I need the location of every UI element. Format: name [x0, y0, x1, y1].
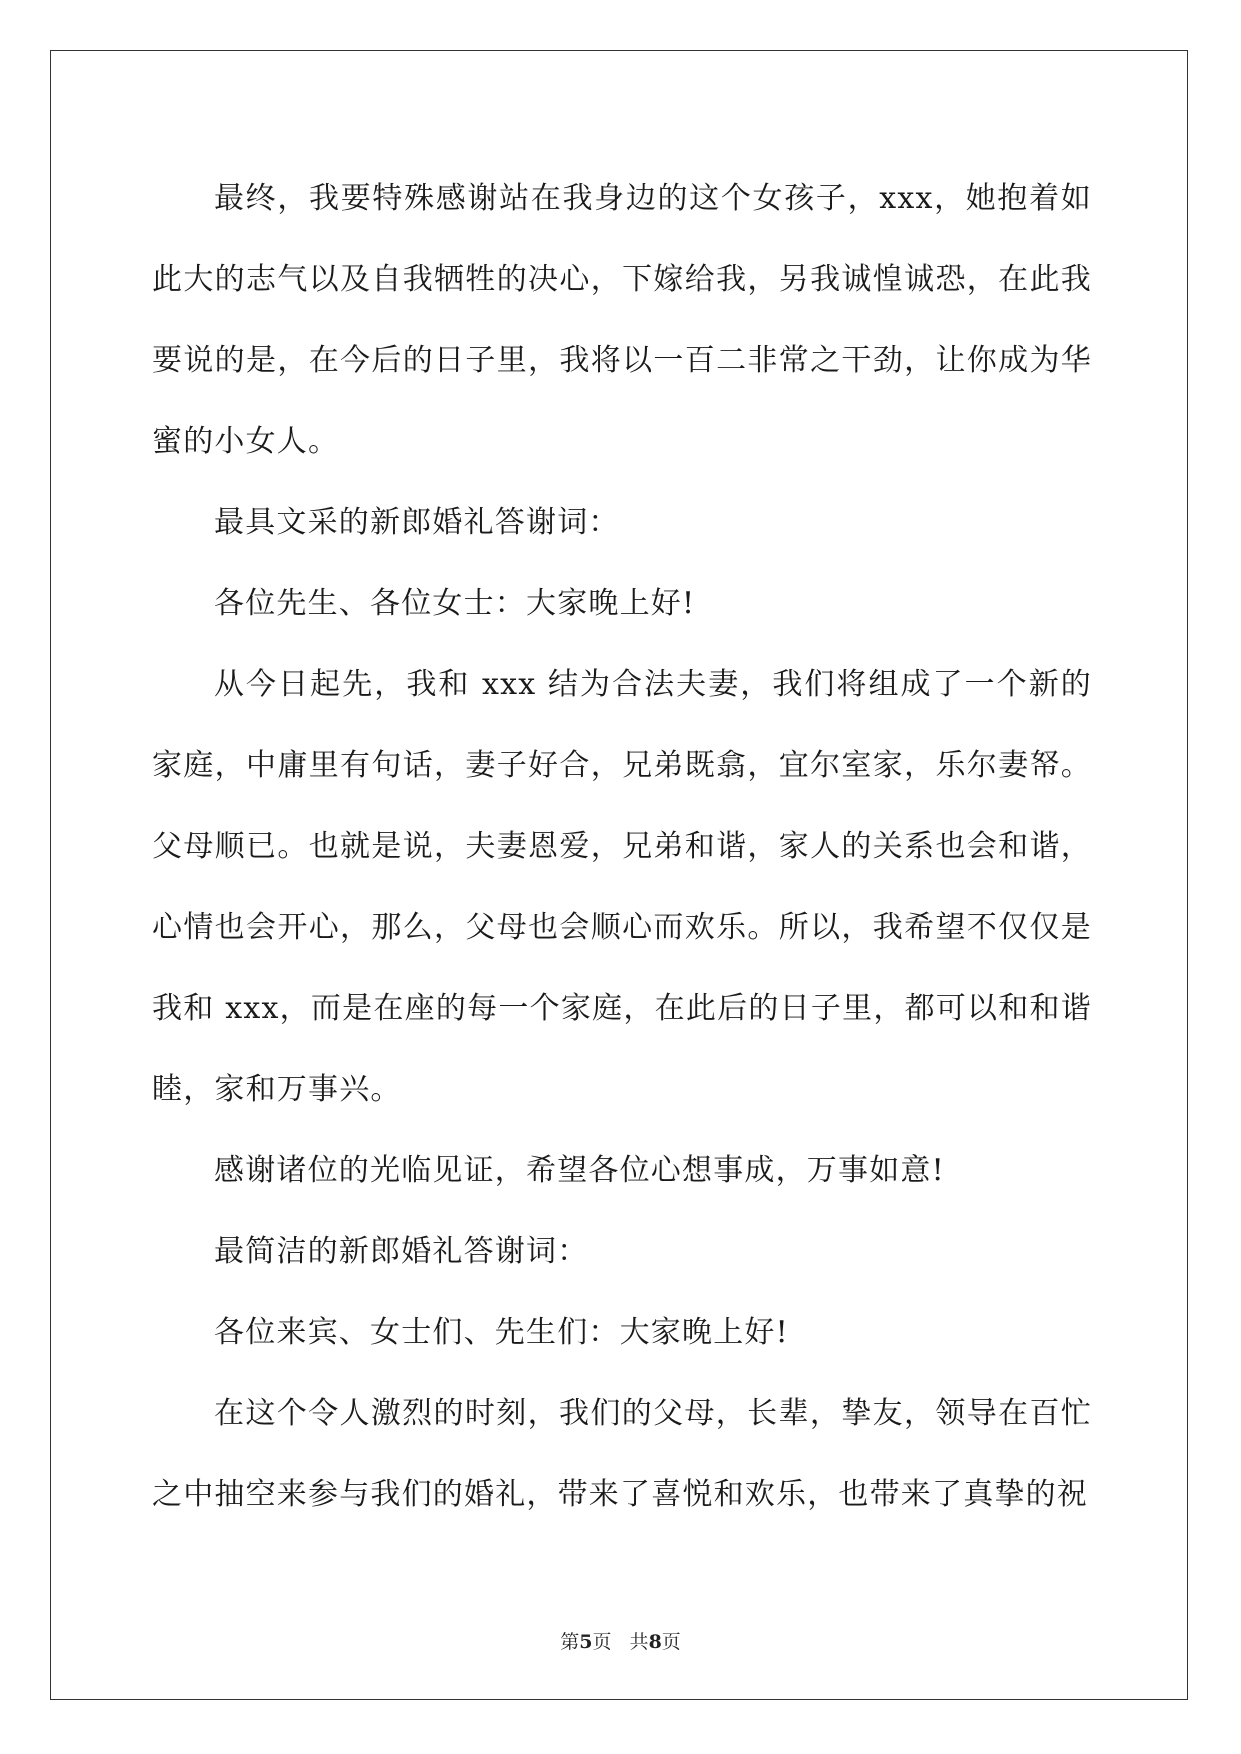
footer-prefix: 第 [560, 1631, 580, 1653]
section-heading-literary-speech: 最具文采的新郎婚礼答谢词： [214, 505, 620, 540]
greeting-simple-speech: 各位来宾、女士们、先生们：大家晚上好! [214, 1315, 789, 1350]
footer-suffix: 页 [661, 1631, 681, 1653]
paragraph-closing-thanks: 最终，我要特殊感谢站在我身边的这个女孩子，xxx，她抱着如此大的志气以及自我牺牲的决心，下嫁给我，另我诚惶诚恐，在此我要说的是，在今后的日子里，我将以一百二非常之干劲，让你成为华蜜的小女人。 [152, 181, 1092, 459]
section-heading-simple-speech: 最简洁的新郎婚礼答谢词： [214, 1234, 589, 1269]
paragraph-literary-speech-closing: 感谢诸位的光临见证，希望各位心想事成，万事如意! [214, 1153, 945, 1188]
document-body [152, 158, 1092, 1535]
paragraph-literary-speech-body: 从今日起先，我和 xxx 结为合法夫妻，我们将组成了一个新的家庭，中庸里有句话，妻子好合，兄弟既翕，宜尔室家，乐尔妻帑。父母顺已。也就是说，夫妻恩爱，兄弟和谐，家人的关系也会和谐，心情也会开心，那么，父母也会顺心而欢乐。所以，我希望不仅仅是我和 xxx，而是在座的每一个家庭，在此后的日子里，都可以和和谐睦，家和万事兴。 [152, 667, 1092, 1107]
page-number-footer [0, 1627, 1241, 1654]
current-page-number: 5 [579, 1631, 593, 1653]
total-page-count: 8 [648, 1631, 662, 1653]
footer-middle: 页 共 [592, 1631, 649, 1653]
greeting-literary-speech: 各位先生、各位女士：大家晚上好! [214, 586, 696, 621]
paragraph-simple-speech-body: 在这个令人激烈的时刻，我们的父母，长辈，挚友，领导在百忙之中抽空来参与我们的婚礼，带来了喜悦和欢乐，也带来了真挚的祝 [152, 1396, 1092, 1512]
